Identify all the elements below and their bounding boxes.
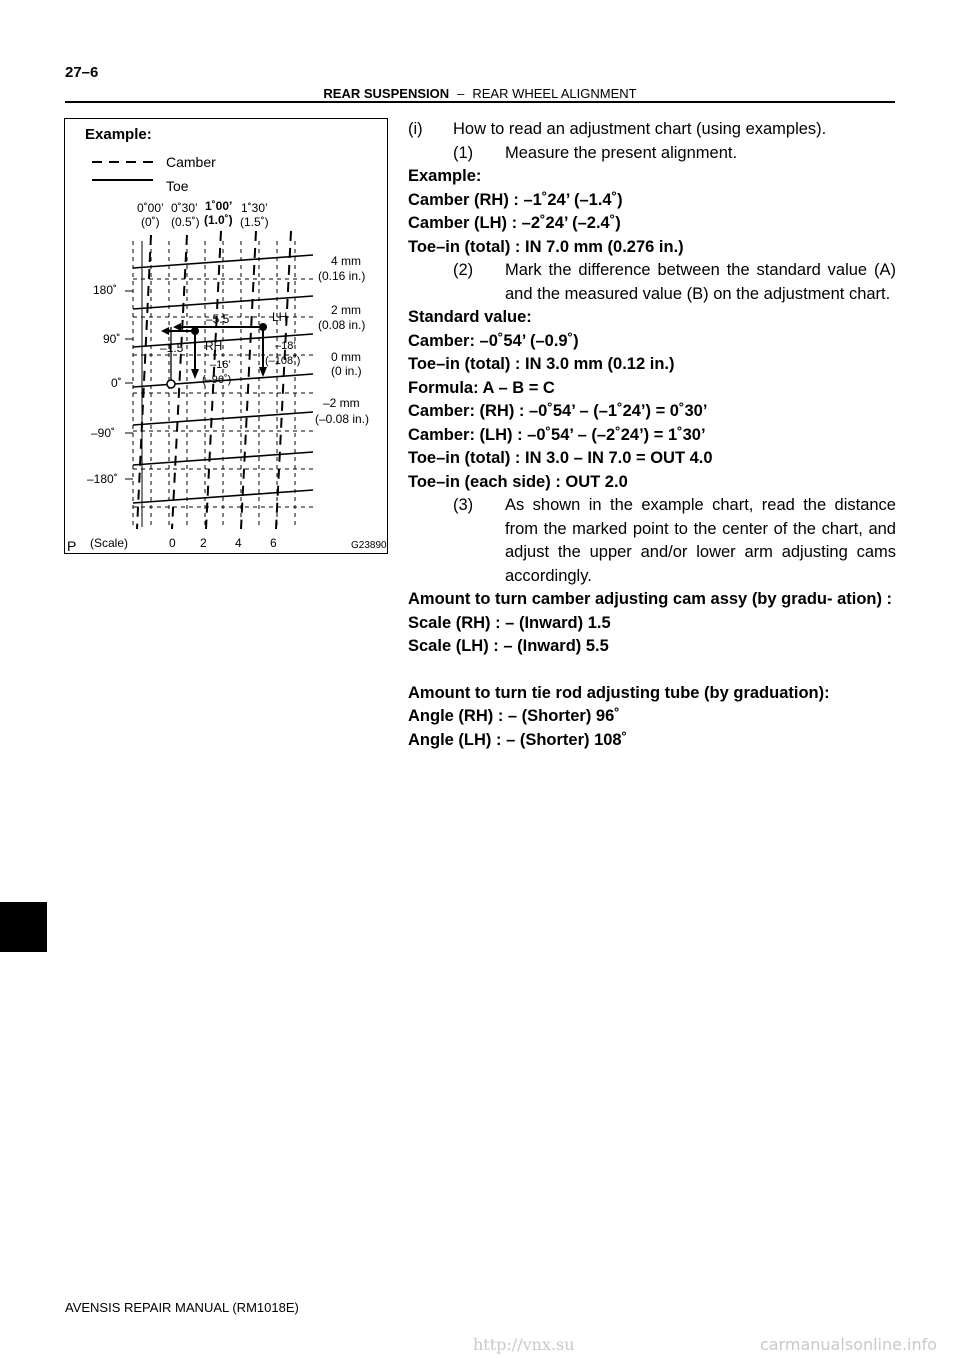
right-label-2mm: 2 mm bbox=[331, 303, 361, 317]
scale-tick-0: 0 bbox=[169, 536, 176, 550]
label-minus-1-5: –1.5 bbox=[160, 341, 184, 355]
example-heading: Example: bbox=[408, 167, 482, 185]
right-label-4mm: 4 mm bbox=[331, 254, 361, 268]
step-i bbox=[408, 118, 896, 142]
right-label-minus-2mm: –2 mm bbox=[323, 396, 360, 410]
rh-point bbox=[191, 327, 199, 335]
top-label-1-5-deg: (1.5˚) bbox=[240, 215, 269, 229]
camber-line bbox=[276, 231, 291, 529]
label-lh: LH bbox=[272, 310, 288, 324]
toe-line bbox=[133, 412, 313, 425]
label-minus-16: –16’ bbox=[210, 359, 231, 371]
figure-code: G23890 bbox=[351, 540, 387, 551]
step-2 bbox=[408, 259, 896, 306]
standard-value-heading: Standard value: bbox=[408, 308, 532, 326]
step-1-number: (1) bbox=[453, 143, 474, 162]
calc-camber-lh: Camber: (LH) : –0˚54’ – (–2˚24’) = 1˚30’ bbox=[408, 425, 706, 444]
figure-title: Example: bbox=[85, 126, 152, 143]
procedure-text bbox=[408, 118, 896, 752]
measured-camber-rh: Camber (RH) : –1˚24’ (–1.4˚) bbox=[408, 190, 623, 209]
step-i-text: How to read an adjustment chart (using examples). bbox=[453, 120, 827, 138]
rh-camber-arrowhead bbox=[161, 327, 169, 335]
header-separator: – bbox=[457, 86, 465, 101]
step-1 bbox=[408, 142, 896, 166]
footer-manual-title: AVENSIS REPAIR MANUAL (RM1018E) bbox=[65, 1300, 299, 1315]
standard-toe-in: Toe–in (total) : IN 3.0 mm (0.12 in.) bbox=[408, 355, 675, 373]
camber-line bbox=[241, 231, 256, 529]
step-3-number: (3) bbox=[453, 496, 474, 514]
top-label-0-00: 0˚00’ bbox=[137, 201, 164, 215]
chart-center-point bbox=[167, 380, 175, 388]
top-label-1-0-deg: (1.0˚) bbox=[204, 213, 233, 227]
top-label-1-30: 1˚30’ bbox=[241, 201, 268, 215]
left-axis-90: 90˚ bbox=[103, 332, 121, 346]
measured-toe-in: Toe–in (total) : IN 7.0 mm (0.276 in.) bbox=[408, 237, 684, 256]
right-label-0-16in: (0.16 in.) bbox=[318, 269, 366, 283]
lh-camber-arrowhead bbox=[173, 323, 181, 331]
left-axis-0: 0˚ bbox=[111, 376, 122, 390]
section-title: REAR SUSPENSION bbox=[323, 86, 450, 101]
calc-camber-rh: Camber: (RH) : –0˚54’ – (–1˚24’) = 0˚30’ bbox=[408, 402, 708, 420]
page-number: 27–6 bbox=[65, 64, 99, 81]
formula: Formula: A – B = C bbox=[408, 378, 555, 397]
scale-rh: Scale (RH) : – (Inward) 1.5 bbox=[408, 613, 611, 632]
measured-camber-lh: Camber (LH) : –2˚24’ (–2.4˚) bbox=[408, 214, 621, 232]
label-minus-96: (–96˚) bbox=[202, 374, 232, 386]
label-minus-108: (–108˚) bbox=[265, 355, 301, 367]
label-minus-5-5: –5.5 bbox=[206, 312, 230, 326]
right-label-minus-0-08in: (–0.08 in.) bbox=[315, 412, 370, 426]
watermark-right: carmanualsonline.info bbox=[760, 1335, 938, 1354]
left-axis-minus-90: –90˚ bbox=[91, 426, 116, 440]
lh-toe-arrowhead bbox=[259, 367, 267, 377]
right-label-0mm: 0 mm bbox=[331, 350, 361, 364]
step-2-number: (2) bbox=[453, 261, 474, 279]
left-axis-180: 180˚ bbox=[93, 283, 118, 297]
scale-tick-2: 2 bbox=[200, 536, 207, 550]
legend-toe-label: Toe bbox=[166, 178, 189, 194]
adjustment-chart-svg bbox=[65, 119, 389, 555]
standard-camber: Camber: –0˚54’ (–0.9˚) bbox=[408, 331, 579, 350]
label-rh: RH bbox=[205, 339, 223, 353]
scale-label: (Scale) bbox=[90, 536, 129, 550]
right-label-0in: (0 in.) bbox=[331, 364, 362, 378]
legend-camber-label: Camber bbox=[166, 154, 216, 170]
header-rule bbox=[65, 101, 895, 103]
calc-toe-total: Toe–in (total) : IN 3.0 – IN 7.0 = OUT 4.0 bbox=[408, 449, 713, 467]
spacer bbox=[408, 659, 896, 682]
subsection-title: REAR WHEEL ALIGNMENT bbox=[472, 86, 637, 101]
top-label-0-30: 0˚30’ bbox=[171, 201, 198, 215]
top-label-0-deg: (0˚) bbox=[141, 215, 160, 229]
section-tab bbox=[0, 902, 47, 952]
top-label-1-00: 1˚00’ bbox=[205, 199, 233, 213]
tube-heading: Amount to turn tie rod adjusting tube (by graduation): bbox=[408, 683, 830, 702]
figure-corner-p: P bbox=[67, 538, 77, 554]
angle-rh: Angle (RH) : – (Shorter) 96˚ bbox=[408, 707, 620, 725]
scale-tick-4: 4 bbox=[235, 536, 242, 550]
cam-heading: Amount to turn camber adjusting cam assy (by gradu- ation) : bbox=[408, 590, 893, 608]
rh-toe-arrowhead bbox=[191, 369, 199, 379]
adjustment-chart-figure bbox=[64, 118, 388, 554]
left-axis-minus-180: –180˚ bbox=[87, 472, 118, 486]
scale-lh: Scale (LH) : – (Inward) 5.5 bbox=[408, 637, 609, 655]
step-2-text: Mark the difference between the standard value (A) and the measured value (B) on the adjustment chart. bbox=[505, 261, 896, 303]
step-i-number: (i) bbox=[408, 120, 423, 138]
lh-point bbox=[259, 323, 267, 331]
step-3 bbox=[408, 494, 896, 588]
right-label-0-08in: (0.08 in.) bbox=[318, 318, 366, 332]
top-label-0-5-deg: (0.5˚) bbox=[171, 215, 200, 229]
step-1-text: Measure the present alignment. bbox=[505, 143, 738, 162]
angle-lh: Angle (LH) : – (Shorter) 108˚ bbox=[408, 730, 628, 749]
scale-tick-6: 6 bbox=[270, 536, 277, 550]
calc-toe-each: Toe–in (each side) : OUT 2.0 bbox=[408, 472, 628, 491]
watermark-left: http://vnx.su bbox=[473, 1335, 575, 1354]
label-minus-18: –18’ bbox=[275, 340, 296, 352]
step-3-text: As shown in the example chart, read the distance from the marked point to the center of the chart, and adjust the upper and/or lower arm adjusting cams accordingly. bbox=[505, 496, 896, 585]
section-header bbox=[65, 86, 895, 101]
toe-line bbox=[133, 452, 313, 465]
